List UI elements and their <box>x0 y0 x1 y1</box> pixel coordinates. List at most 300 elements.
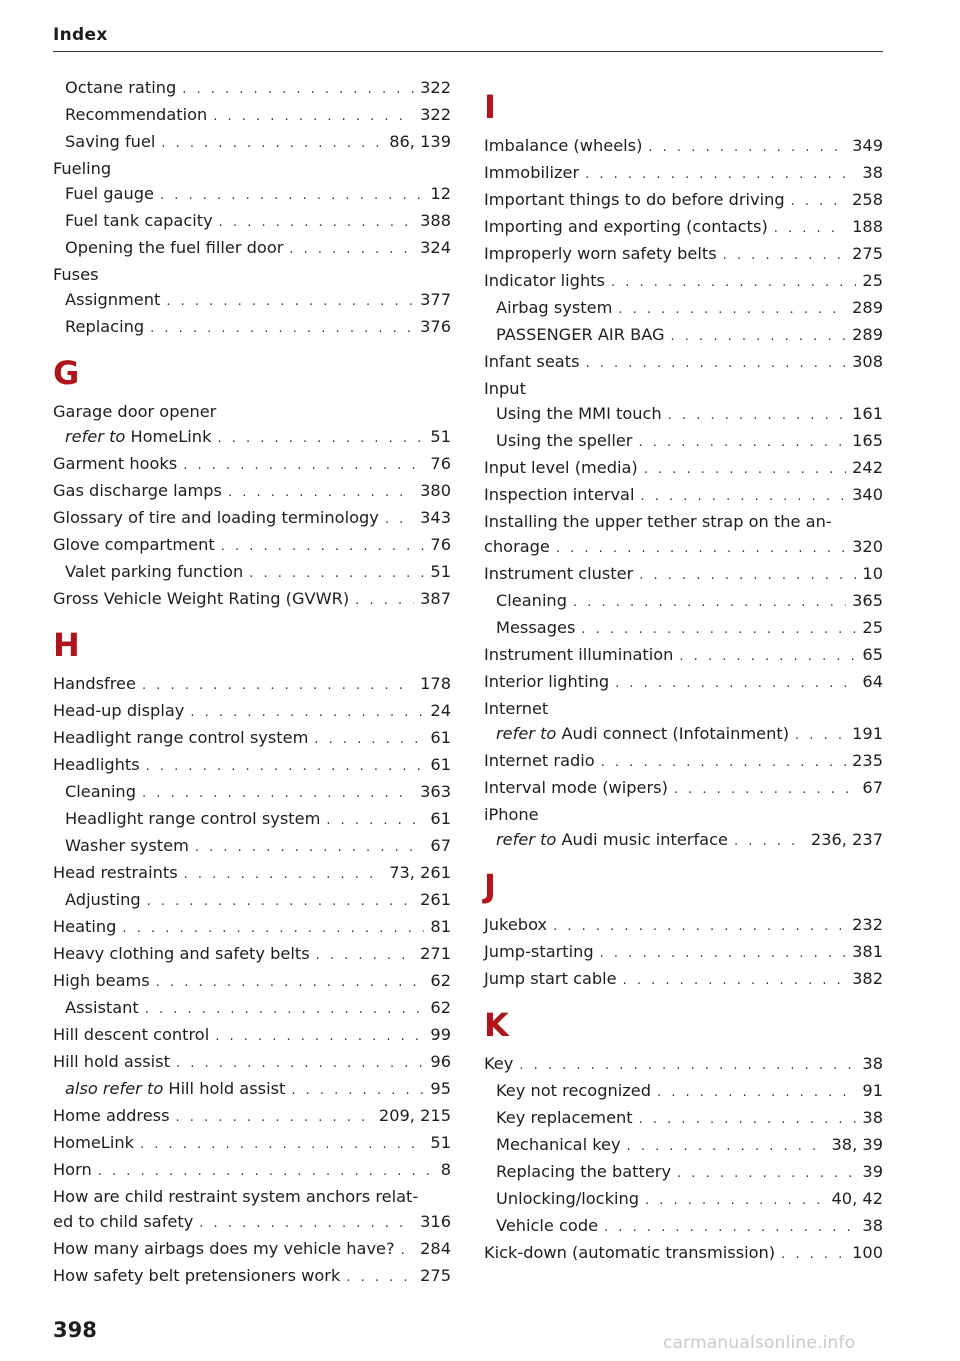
index-entry[interactable] <box>53 181 451 208</box>
index-entry-text <box>53 752 140 777</box>
dot-leader <box>147 889 414 914</box>
index-entry-text <box>53 1130 134 1155</box>
index-entry[interactable] <box>53 235 451 262</box>
index-term: Head-up display <box>53 701 185 720</box>
page-reference[interactable]: 38 <box>862 1108 883 1127</box>
dot-leader <box>228 480 414 505</box>
index-entry[interactable] <box>484 295 883 322</box>
page-reference[interactable]: 24 <box>430 701 451 720</box>
index-entry-text <box>496 428 632 453</box>
page-reference[interactable]: 376 <box>420 317 451 336</box>
index-entry-text <box>53 1263 340 1288</box>
index-entry[interactable] <box>53 995 451 1022</box>
page-reference[interactable]: 25 <box>862 271 883 290</box>
index-term: Hill descent control <box>53 1025 210 1044</box>
page-reference[interactable]: 81 <box>430 917 451 936</box>
index-entry[interactable] <box>484 748 883 775</box>
index-entry[interactable] <box>484 160 883 187</box>
index-entry[interactable] <box>484 349 883 376</box>
page-reference[interactable]: 178 <box>420 674 451 693</box>
index-term: Cleaning <box>496 591 567 610</box>
index-entry-text <box>484 561 633 586</box>
index-entry-text <box>484 349 580 374</box>
dot-leader <box>184 862 384 887</box>
index-entry-text <box>484 939 594 964</box>
page-reference[interactable]: 382 <box>852 969 883 988</box>
index-entry-text <box>496 401 662 426</box>
index-entry[interactable] <box>53 208 451 235</box>
index-term: ed to child safety <box>53 1212 194 1231</box>
page-reference[interactable]: 161 <box>852 404 883 423</box>
index-term: Key replacement <box>496 1108 633 1127</box>
dot-leader <box>679 644 856 669</box>
index-entry-text <box>484 669 609 694</box>
index-entry[interactable] <box>53 779 451 806</box>
index-entry[interactable] <box>53 698 451 725</box>
dot-leader <box>657 1080 856 1105</box>
dot-leader <box>573 590 846 615</box>
index-term: Head restraints <box>53 863 178 882</box>
page-reference[interactable]: 261 <box>420 890 451 909</box>
page-reference[interactable]: 308 <box>852 352 883 371</box>
index-heading <box>53 156 451 181</box>
index-term: Input level (media) <box>484 458 638 477</box>
page-reference[interactable]: 51 <box>430 1133 451 1152</box>
index-entry[interactable] <box>53 725 451 752</box>
index-entry-text <box>496 1132 621 1157</box>
index-entry[interactable] <box>53 586 451 613</box>
index-entry[interactable] <box>484 322 883 349</box>
index-heading <box>484 802 883 827</box>
page-reference[interactable]: 38 <box>862 1216 883 1235</box>
index-term: Saving fuel <box>65 132 156 151</box>
index-term: Replacing the battery <box>496 1162 672 1181</box>
index-entry[interactable] <box>484 1051 883 1078</box>
dot-leader <box>638 430 846 455</box>
page-reference[interactable]: 320 <box>852 537 883 556</box>
page-reference[interactable]: 12 <box>430 184 451 203</box>
index-term: Jump start cable <box>484 969 617 988</box>
dot-leader <box>623 968 846 993</box>
index-entry[interactable] <box>53 75 451 102</box>
dot-leader <box>221 534 425 559</box>
dot-leader <box>615 671 856 696</box>
page-reference[interactable]: 377 <box>420 290 451 309</box>
page-reference[interactable]: 10 <box>862 564 883 583</box>
dot-leader <box>645 1188 826 1213</box>
index-term: Handsfree <box>53 674 136 693</box>
index-term: chorage <box>484 537 550 556</box>
page-reference[interactable]: 388 <box>420 211 451 230</box>
index-entry-text <box>496 1186 639 1211</box>
index-entry[interactable] <box>53 1130 451 1157</box>
index-entry-text <box>53 1236 395 1261</box>
index-entry[interactable] <box>484 187 883 214</box>
index-term: Heavy clothing and safety belts <box>53 944 310 963</box>
page-reference[interactable]: 91 <box>862 1081 883 1100</box>
index-entry-text <box>65 75 176 100</box>
index-column-right <box>484 75 883 1267</box>
index-entry[interactable] <box>53 102 451 129</box>
page-reference[interactable]: 289 <box>852 325 883 344</box>
index-entry[interactable] <box>53 968 451 995</box>
index-term: Mechanical key <box>496 1135 621 1154</box>
page-reference[interactable]: 73, 261 <box>389 863 451 882</box>
page-reference[interactable]: 62 <box>430 971 451 990</box>
dot-leader <box>176 1105 373 1130</box>
dot-leader <box>217 426 424 451</box>
page-reference[interactable]: 236, 237 <box>810 830 883 849</box>
dot-leader <box>385 507 414 532</box>
dot-leader <box>611 270 856 295</box>
page-reference[interactable]: 65 <box>862 645 883 664</box>
index-entry-text <box>496 827 728 852</box>
index-term: Cleaning <box>65 782 136 801</box>
index-entry[interactable] <box>484 401 883 428</box>
index-entry-text <box>484 912 547 937</box>
page-reference[interactable]: 96 <box>430 1052 451 1071</box>
cross-reference-label: also refer to <box>65 1079 164 1098</box>
index-term: Improperly worn safety belts <box>484 244 717 263</box>
index-entry-text <box>53 1049 170 1074</box>
cross-reference-label: refer to <box>496 830 557 849</box>
index-entry-text <box>53 671 136 696</box>
index-term: HomeLink <box>53 1133 134 1152</box>
index-entry[interactable] <box>53 1263 451 1290</box>
index-entry-text <box>484 455 638 480</box>
page-reference[interactable]: 51 <box>430 427 451 446</box>
index-term: Using the MMI touch <box>496 404 662 423</box>
index-entry-text <box>65 181 154 206</box>
page-reference[interactable]: 271 <box>420 944 451 963</box>
index-entry[interactable] <box>53 914 451 941</box>
dot-leader <box>316 943 414 968</box>
index-entry-text <box>53 1022 209 1047</box>
page-reference[interactable]: 99 <box>430 1025 451 1044</box>
dot-leader <box>581 617 856 642</box>
index-entry[interactable] <box>484 1159 883 1186</box>
index-entry-text <box>53 1209 193 1234</box>
dot-leader <box>639 1107 857 1132</box>
index-entry-text <box>496 295 612 320</box>
page-reference[interactable]: 324 <box>420 238 451 257</box>
index-term: Unlocking/locking <box>496 1189 639 1208</box>
index-entry-text <box>65 833 189 858</box>
dot-leader <box>671 324 847 349</box>
page-reference[interactable]: 61 <box>430 728 451 747</box>
page-reference[interactable]: 232 <box>852 915 883 934</box>
dot-leader <box>140 1132 424 1157</box>
index-entry[interactable] <box>484 721 883 748</box>
page-reference[interactable]: 8 <box>440 1160 451 1179</box>
index-term: Key not recognized <box>496 1081 651 1100</box>
index-entry[interactable] <box>484 1132 883 1159</box>
index-term: Interval mode (wipers) <box>484 778 668 797</box>
index-entry[interactable] <box>53 1103 451 1130</box>
page-reference[interactable]: 38 <box>862 1054 883 1073</box>
page-reference[interactable]: 38 <box>862 163 883 182</box>
index-term: Indicator lights <box>484 271 605 290</box>
page-reference[interactable]: 235 <box>852 751 883 770</box>
index-column-left <box>53 75 451 1290</box>
dot-leader <box>145 997 425 1022</box>
index-entry-text <box>65 1076 285 1101</box>
page-reference[interactable]: 39 <box>862 1162 883 1181</box>
index-entry[interactable] <box>484 1078 883 1105</box>
page-reference[interactable]: 165 <box>852 431 883 450</box>
dot-leader <box>326 808 424 833</box>
index-entry-text <box>65 129 155 154</box>
page-reference[interactable]: 67 <box>862 778 883 797</box>
index-entry-text <box>496 588 567 613</box>
index-entry[interactable] <box>484 428 883 455</box>
index-entry[interactable] <box>484 588 883 615</box>
page-reference[interactable]: 365 <box>852 591 883 610</box>
index-term: Gross Vehicle Weight Rating (GVWR) <box>53 589 350 608</box>
index-entry[interactable] <box>53 941 451 968</box>
index-entry[interactable] <box>484 775 883 802</box>
page-reference[interactable]: 387 <box>420 589 451 608</box>
page-reference[interactable]: 86, 139 <box>389 132 451 151</box>
index-entry[interactable] <box>484 939 883 966</box>
index-entry[interactable] <box>484 1186 883 1213</box>
index-term: Using the speller <box>496 431 633 450</box>
section-letter: H <box>53 626 80 664</box>
page-reference[interactable]: 100 <box>852 1243 883 1262</box>
index-entry-text <box>496 1159 671 1184</box>
dot-leader <box>190 700 424 725</box>
index-heading-text: Fuses <box>53 265 99 284</box>
section-letter: I <box>484 88 496 126</box>
section-letter: K <box>484 1006 509 1044</box>
page-reference[interactable]: 61 <box>430 809 451 828</box>
dot-leader <box>98 1159 435 1184</box>
index-entry-text <box>484 966 617 991</box>
index-entry-text <box>484 268 605 293</box>
index-entry-text <box>53 451 177 476</box>
watermark: carmanualsonline.info <box>663 1333 856 1353</box>
index-entry[interactable] <box>53 287 451 314</box>
page-reference[interactable]: 381 <box>852 942 883 961</box>
index-entry[interactable] <box>53 671 451 698</box>
index-entry-text <box>53 941 310 966</box>
index-term: PASSENGER AIR BAG <box>496 325 665 344</box>
index-entry[interactable] <box>484 912 883 939</box>
index-entry[interactable] <box>53 424 451 451</box>
index-entry[interactable] <box>53 1236 451 1263</box>
index-entry-text <box>65 779 136 804</box>
index-entry[interactable] <box>484 1105 883 1132</box>
index-term: Hill hold assist <box>53 1052 170 1071</box>
dot-leader <box>195 835 425 860</box>
page-reference[interactable]: 242 <box>852 458 883 477</box>
page-reference[interactable]: 380 <box>420 481 451 500</box>
index-entry[interactable] <box>53 314 451 341</box>
page-header <box>53 25 883 52</box>
page-reference[interactable]: 38, 39 <box>831 1135 883 1154</box>
index-term: Important things to do before driving <box>484 190 785 209</box>
index-entry[interactable] <box>53 505 451 532</box>
index-entry[interactable] <box>53 833 451 860</box>
index-term: Vehicle code <box>496 1216 599 1235</box>
page-reference[interactable]: 363 <box>420 782 451 801</box>
index-entry-text <box>484 241 717 266</box>
dot-leader <box>213 104 414 129</box>
index-entry-text <box>484 748 595 773</box>
index-heading <box>484 509 883 534</box>
index-entry[interactable] <box>53 129 451 156</box>
index-entry[interactable] <box>53 478 451 505</box>
page-reference[interactable]: 289 <box>852 298 883 317</box>
dot-leader <box>600 941 846 966</box>
index-heading-text: How are child restraint system anchors relat- <box>53 1187 419 1206</box>
index-heading-text: Garage door opener <box>53 402 217 421</box>
dot-leader <box>674 777 857 802</box>
index-heading-text: Fueling <box>53 159 112 178</box>
index-term: Glove compartment <box>53 535 215 554</box>
index-entry[interactable] <box>484 966 883 993</box>
page-reference[interactable]: 67 <box>430 836 451 855</box>
index-entry[interactable] <box>484 827 883 854</box>
dot-leader <box>644 457 846 482</box>
section-letter: G <box>53 354 80 392</box>
index-term: Audi connect (Infotainment) <box>561 724 790 743</box>
index-term: Interior lighting <box>484 672 610 691</box>
index-term: Heating <box>53 917 117 936</box>
index-term: How safety belt pretensioners work <box>53 1266 341 1285</box>
index-entry-text <box>65 424 211 449</box>
dot-leader <box>601 750 846 775</box>
index-entry[interactable] <box>53 806 451 833</box>
index-term: Gas discharge lamps <box>53 481 222 500</box>
dot-leader <box>734 829 805 854</box>
index-term: Glossary of tire and loading terminology <box>53 508 379 527</box>
page-reference[interactable]: 76 <box>430 535 451 554</box>
index-entry[interactable] <box>484 455 883 482</box>
index-term: Assignment <box>65 290 161 309</box>
dot-leader <box>795 723 846 748</box>
dot-leader <box>585 162 856 187</box>
page-reference[interactable]: 316 <box>420 1212 451 1231</box>
index-entry[interactable] <box>484 133 883 160</box>
index-entry[interactable] <box>53 860 451 887</box>
dot-leader <box>291 1078 424 1103</box>
page-reference[interactable]: 64 <box>862 672 883 691</box>
index-heading <box>484 376 883 401</box>
dot-leader <box>791 189 846 214</box>
page-reference[interactable]: 188 <box>852 217 883 236</box>
index-term: HomeLink <box>130 427 212 446</box>
page-reference[interactable]: 343 <box>420 508 451 527</box>
page-reference[interactable]: 62 <box>430 998 451 1017</box>
dot-leader <box>215 1024 424 1049</box>
index-term: Adjusting <box>65 890 141 909</box>
index-entry-text <box>53 586 349 611</box>
page-reference[interactable]: 322 <box>420 105 451 124</box>
index-entry[interactable] <box>53 1157 451 1184</box>
dot-leader <box>161 131 383 156</box>
dot-leader <box>586 351 847 376</box>
index-entry[interactable] <box>484 615 883 642</box>
index-entry[interactable] <box>484 268 883 295</box>
page-number: 398 <box>53 1318 97 1342</box>
index-entry[interactable] <box>53 1049 451 1076</box>
page-reference[interactable]: 275 <box>852 244 883 263</box>
index-entry[interactable] <box>484 669 883 696</box>
index-entry-text <box>484 214 768 239</box>
index-entry-text <box>65 887 141 912</box>
page-reference[interactable]: 40, 42 <box>831 1189 883 1208</box>
dot-leader <box>774 216 846 241</box>
index-entry-text <box>496 615 575 640</box>
dot-leader <box>314 727 424 752</box>
index-heading-text: Installing the upper tether strap on the an- <box>484 512 832 531</box>
index-term: Infant seats <box>484 352 580 371</box>
page-reference[interactable]: 61 <box>430 755 451 774</box>
index-entry[interactable] <box>53 752 451 779</box>
index-entry[interactable] <box>53 1076 451 1103</box>
index-entry[interactable] <box>484 534 883 561</box>
index-term: Fuel tank capacity <box>65 211 213 230</box>
dot-leader <box>519 1053 856 1078</box>
dot-leader <box>346 1265 414 1290</box>
dot-leader <box>150 316 414 341</box>
page-reference[interactable]: 258 <box>852 190 883 209</box>
index-entry[interactable] <box>484 1213 883 1240</box>
index-entry-text <box>484 187 785 212</box>
section-letter: J <box>484 867 496 905</box>
index-entry-text <box>65 208 213 233</box>
index-entry-text <box>484 1051 513 1076</box>
page-reference[interactable]: 209, 215 <box>378 1106 451 1125</box>
index-entry-text <box>496 1105 633 1130</box>
index-term: Headlight range control system <box>53 728 309 747</box>
page-reference[interactable]: 95 <box>430 1079 451 1098</box>
page-reference[interactable]: 340 <box>852 485 883 504</box>
page-reference[interactable]: 322 <box>420 78 451 97</box>
page-reference[interactable]: 25 <box>862 618 883 637</box>
index-entry[interactable] <box>484 1240 883 1267</box>
index-entry[interactable] <box>484 482 883 509</box>
dot-leader <box>249 561 424 586</box>
index-entry-text <box>496 1213 598 1238</box>
dot-leader <box>199 1211 414 1236</box>
dot-leader <box>781 1242 846 1267</box>
page-reference[interactable]: 275 <box>420 1266 451 1285</box>
dot-leader <box>122 916 424 941</box>
index-entry[interactable] <box>53 1209 451 1236</box>
page-reference[interactable]: 51 <box>430 562 451 581</box>
dot-leader <box>553 914 846 939</box>
page-reference[interactable]: 284 <box>420 1239 451 1258</box>
index-entry[interactable] <box>484 561 883 588</box>
index-heading <box>484 696 883 721</box>
index-entry[interactable] <box>53 532 451 559</box>
index-entry[interactable] <box>53 1022 451 1049</box>
dot-leader <box>627 1134 826 1159</box>
page-reference[interactable]: 349 <box>852 136 883 155</box>
index-entry[interactable] <box>53 451 451 478</box>
index-entry[interactable] <box>53 887 451 914</box>
page-reference[interactable]: 191 <box>852 724 883 743</box>
index-entry-text <box>65 995 139 1020</box>
index-entry[interactable] <box>484 642 883 669</box>
page-reference[interactable]: 76 <box>430 454 451 473</box>
index-term: Kick-down (automatic transmission) <box>484 1243 776 1262</box>
index-entry[interactable] <box>484 241 883 268</box>
index-entry[interactable] <box>484 214 883 241</box>
index-entry[interactable] <box>53 559 451 586</box>
